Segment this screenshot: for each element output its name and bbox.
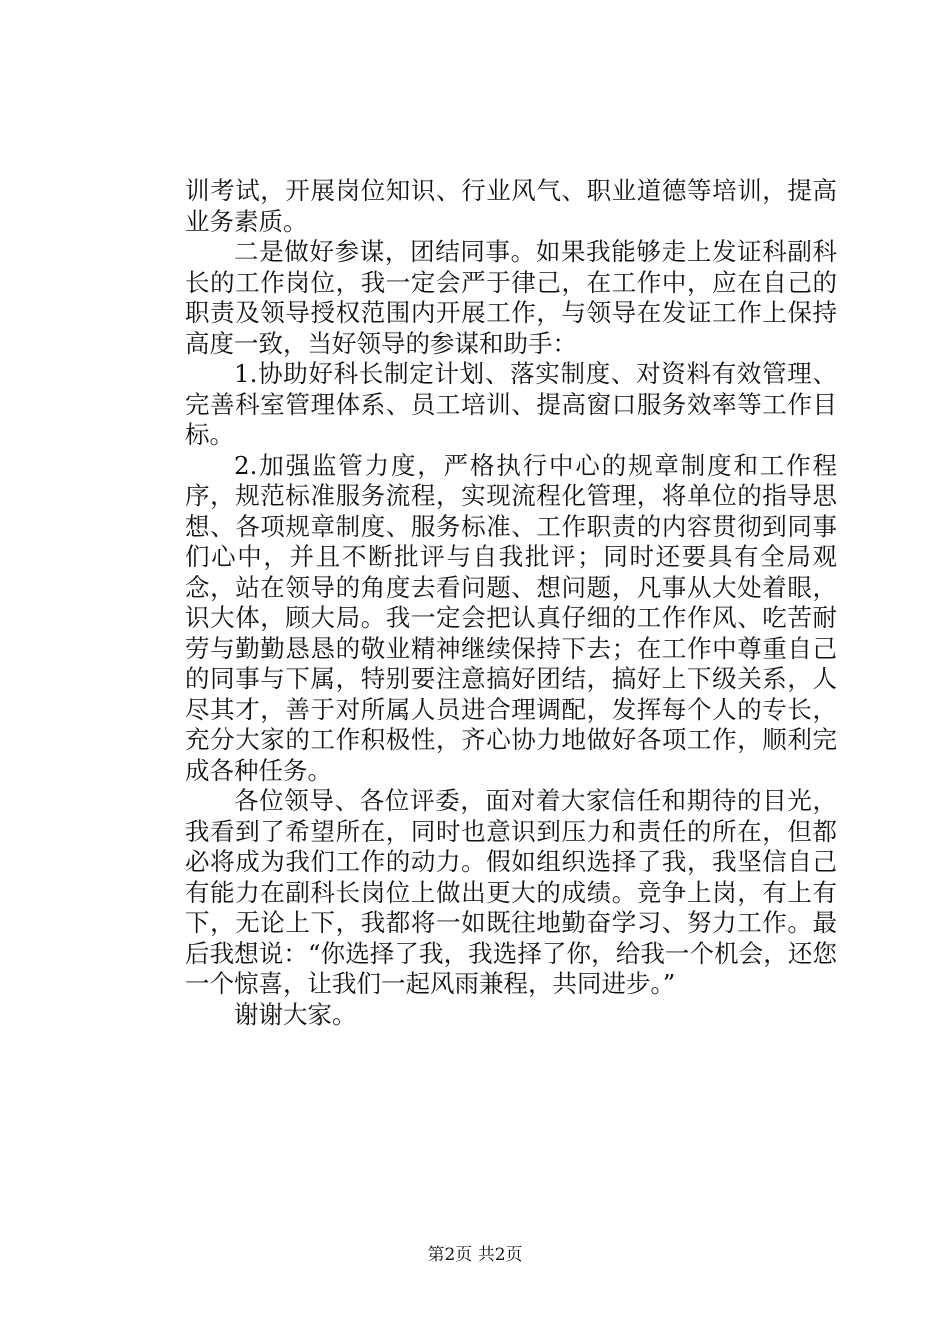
paragraph-thanks: 谢谢大家。 [234, 999, 357, 1029]
paragraph-item-two: 2.加强监管力度，严格执行中心的规章制度和工作程序，规范标准服务流程，实现流程化管理，将单位的指导思想、各项规章制度、服务标准、工作职责的内容贯彻到同事们心中，并且不断批评与自我批评；同时还要具有全局观念，站在领导的角度去看问题、想问题，凡事从大处着眼，识大体，顾大局。我一定会把认真仔细的工作作风、吃苦耐劳与勤勤恳恳的敬业精神继续保持下去；在工作中尊重自己的同事与下属，特别要注意搞好团结，搞好上下级关系，人尽其才，善于对所属人员进合理调配，发挥每个人的专长，充分大家的工作积极性，齐心协力地做好各项工作，顺利完成各种任务。 [185, 450, 837, 785]
paragraph-training-continuation: 训考试，开展岗位知识、行业风气、职业道德等培训，提高业务素质。 [185, 176, 837, 236]
page-number-footer: 第2页 共2页 [427, 1245, 523, 1265]
document-body [185, 176, 837, 1030]
paragraph-point-two: 二是做好参谋，团结同事。如果我能够走上发证科副科长的工作岗位，我一定会严于律己，在工作中，应在自己的职责及领导授权范围内开展工作，与领导在发证工作上保持高度一致，当好领导的参谋和助手： [185, 237, 837, 358]
paragraph-closing: 各位领导、各位评委，面对着大家信任和期待的目光，我看到了希望所在，同时也意识到压力和责任的所在，但都必将成为我们工作的动力。假如组织选择了我，我坚信自己有能力在副科长岗位上做出更大的成绩。竞争上岗，有上有下，无论上下，我都将一如既往地勤奋学习、努力工作。最后我想说：“你选择了我，我选择了你，给我一个机会，还您一个惊喜，让我们一起风雨兼程，共同进步。” [185, 786, 837, 998]
paragraph-item-one: 1.协助好科长制定计划、落实制度、对资料有效管理、完善科室管理体系、员工培训、提高窗口服务效率等工作目标。 [185, 359, 837, 449]
